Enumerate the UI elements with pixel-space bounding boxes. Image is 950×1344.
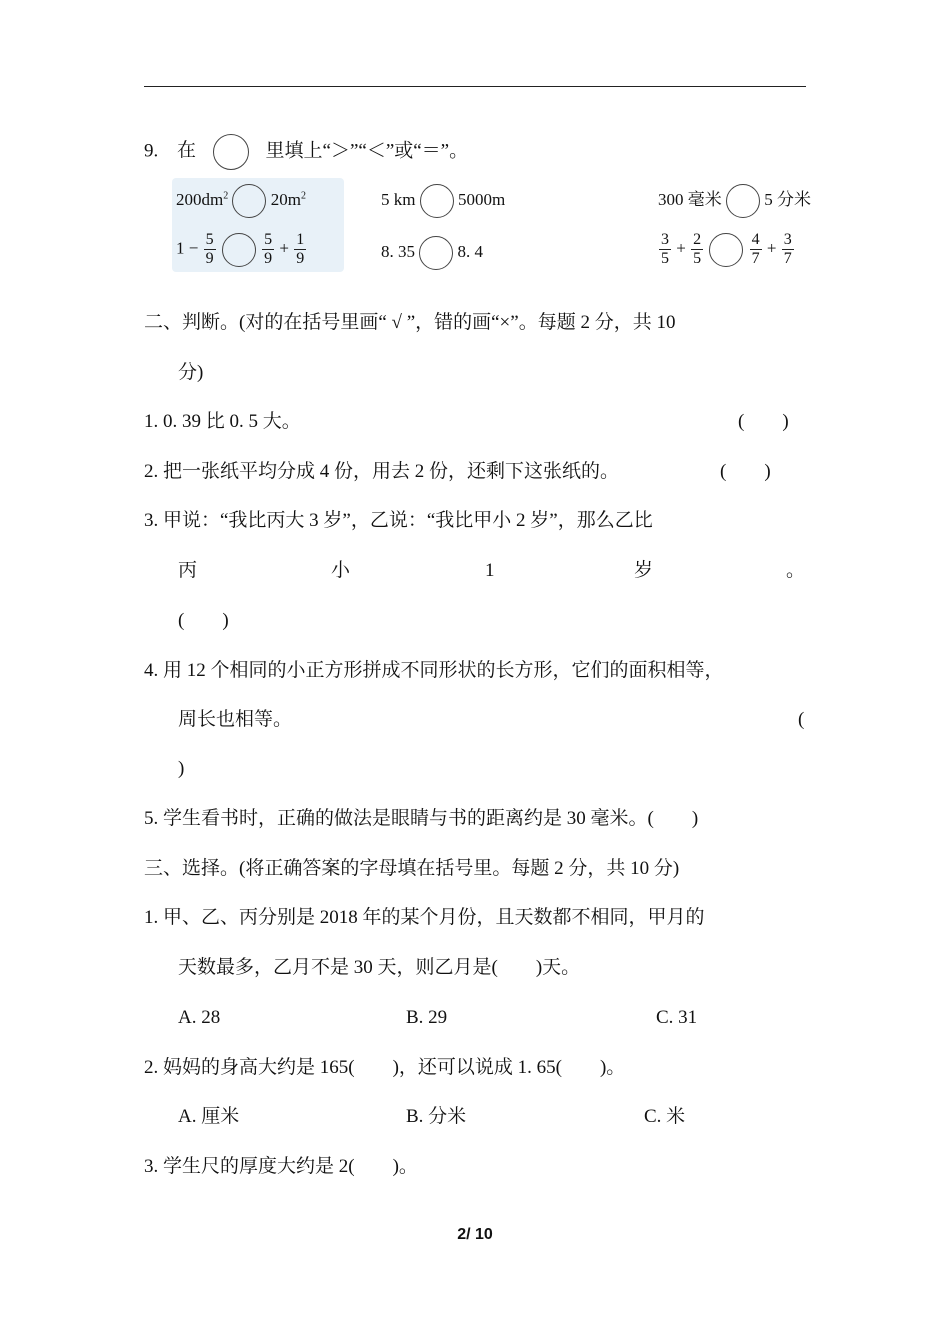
numerator: 3: [661, 231, 669, 248]
answer-paren-close[interactable]: ): [178, 758, 185, 779]
expr-lead: 1 −: [176, 238, 199, 258]
fraction: [204, 231, 216, 268]
sup: 2: [300, 190, 306, 202]
s2-q3-word: 丙: [178, 560, 198, 581]
fraction: [750, 231, 762, 268]
option-b[interactable]: B. 29: [406, 1007, 448, 1028]
q9-row1-item1: [176, 184, 306, 218]
expr-right: 8. 4: [457, 241, 483, 261]
s2-q2: 2. 把一张纸平均分成 4 份，用去 2 份，还剩下这张纸的。: [144, 461, 620, 482]
compare-circle[interactable]: [232, 184, 266, 218]
q9-row2-item3: [658, 231, 795, 268]
q9-row1-item3: [658, 184, 811, 218]
sup: 2: [223, 190, 229, 202]
expr-left: 8. 35: [381, 241, 415, 261]
expr-left: 5 km: [381, 189, 416, 209]
denominator: 5: [693, 250, 702, 267]
answer-paren-open[interactable]: (: [798, 709, 805, 730]
q9-prompt: [144, 134, 468, 170]
option-a[interactable]: A. 28: [178, 1007, 221, 1028]
numerator: 3: [783, 231, 792, 248]
plus-sign: +: [766, 238, 777, 258]
q9-row2-item2: [381, 236, 483, 270]
q9-row2-item1: [176, 231, 307, 268]
fraction: [294, 231, 306, 268]
q9-number: 9.: [144, 140, 159, 162]
numerator: 5: [205, 231, 214, 248]
compare-circle[interactable]: [726, 184, 760, 218]
q9-text-before: 在: [177, 140, 197, 162]
page-number: 2/ 10: [457, 1226, 493, 1243]
answer-parens[interactable]: ( ): [720, 461, 771, 482]
compare-circle[interactable]: [419, 236, 453, 270]
denominator: 5: [661, 250, 669, 267]
compare-circle[interactable]: [709, 233, 743, 267]
expr-right: 5 分米: [764, 189, 811, 209]
answer-parens[interactable]: ( ): [738, 411, 789, 432]
header-rule: [144, 86, 806, 87]
compare-circle[interactable]: [420, 184, 454, 218]
expr-right: 20m: [270, 189, 301, 209]
s2-q3-word: 。: [786, 560, 806, 581]
plus-sign: +: [676, 238, 686, 258]
fraction: [659, 231, 671, 268]
numerator: 5: [264, 231, 273, 248]
s2-q3: 3. 甲说：“我比丙大 3 岁”，乙说：“我比甲小 2 岁”，那么乙比: [144, 510, 653, 531]
numerator: 2: [693, 231, 702, 248]
fraction: [262, 231, 274, 268]
s2-q5: 5. 学生看书时，正确的做法是眼睛与书的距离约是 30 毫米。( ): [144, 808, 699, 829]
s2-q1: 1. 0. 39 比 0. 5 大。: [144, 411, 301, 432]
s2-q4: 4. 用 12 个相同的小正方形拼成不同形状的长方形，它们的面积相等，: [144, 660, 724, 681]
option-c[interactable]: C. 31: [656, 1007, 698, 1028]
compare-circle-example: [213, 134, 249, 170]
fraction: [691, 231, 703, 268]
q9-row1-item2: [381, 184, 505, 218]
s3-q1: 1. 甲、乙、丙分别是 2018 年的某个月份，且天数都不相同，甲月的: [144, 907, 705, 928]
section2-heading: 二、判断。(对的在括号里画“ √ ”，错的画“×”。每题 2 分，共 10: [144, 312, 676, 333]
denominator: 9: [205, 250, 214, 267]
s3-q3: 3. 学生尺的厚度大约是 2( )。: [144, 1156, 418, 1177]
answer-parens[interactable]: ( ): [178, 610, 229, 631]
s3-q2: 2. 妈妈的身高大约是 165( )，还可以说成 1. 65( )。: [144, 1057, 626, 1078]
option-c[interactable]: C. 米: [644, 1106, 686, 1127]
s2-q3-word: 小: [331, 560, 351, 581]
section2-heading-cont: 分): [178, 362, 204, 383]
plus-sign: +: [279, 238, 289, 258]
numerator: 4: [751, 231, 760, 248]
s2-q3-word: 1: [485, 560, 495, 581]
expr-left: 200dm: [176, 189, 224, 209]
option-a[interactable]: A. 厘米: [178, 1106, 240, 1127]
numerator: 1: [296, 231, 305, 248]
s2-q3-word: 岁: [634, 560, 654, 581]
denominator: 7: [751, 250, 760, 267]
s3-q1-cont: 天数最多，乙月不是 30 天，则乙月是( )天。: [178, 957, 581, 978]
compare-circle[interactable]: [222, 233, 256, 267]
section3-heading: 三、选择。(将正确答案的字母填在括号里。每题 2 分，共 10 分): [144, 858, 680, 879]
expr-right: 5000m: [457, 189, 506, 209]
expr-left: 300 毫米: [658, 189, 722, 209]
s2-q4-cont: 周长也相等。: [178, 709, 293, 730]
denominator: 7: [783, 250, 792, 267]
fraction: [782, 231, 794, 268]
denominator: 9: [264, 250, 273, 267]
option-b[interactable]: B. 分米: [406, 1106, 467, 1127]
q9-text-after: 里填上“＞”“＜”或“＝”。: [265, 140, 469, 162]
denominator: 9: [296, 250, 305, 267]
